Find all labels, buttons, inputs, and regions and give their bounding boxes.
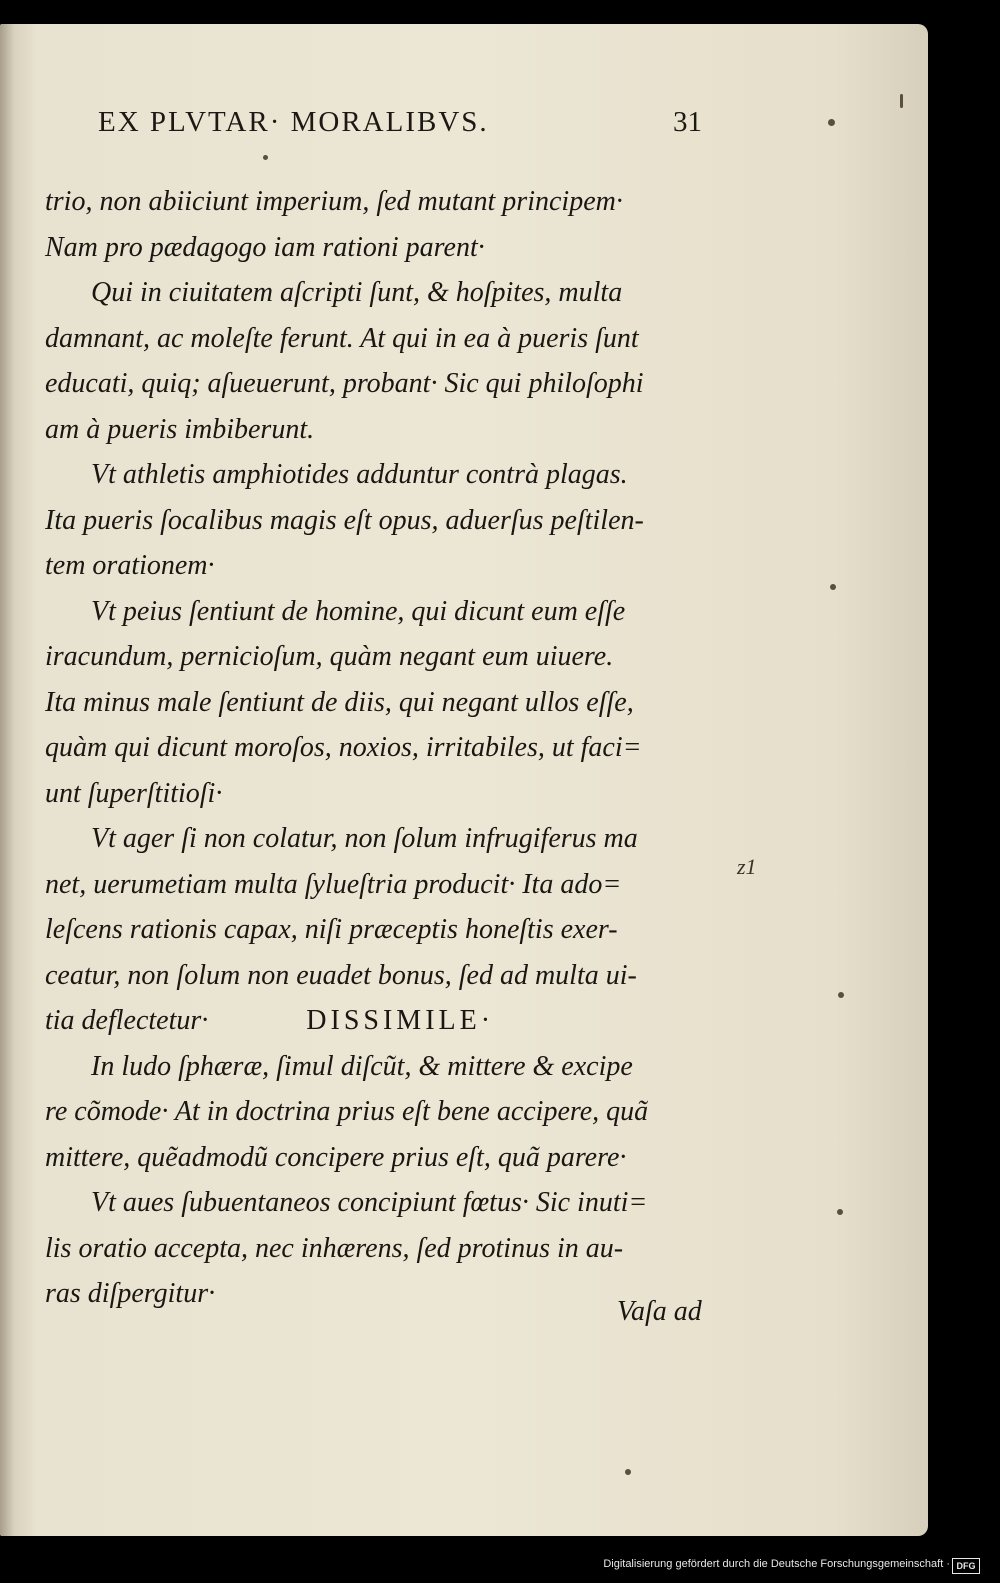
text-line xyxy=(45,361,725,407)
line-text: quàm qui dicunt moroſos, noxios, irritabiles, ut faci= xyxy=(45,732,642,763)
text-line xyxy=(45,407,725,453)
line-text: tem orationem· xyxy=(45,550,215,581)
book-page xyxy=(0,24,928,1536)
line-text: unt ſuperſtitioſi· xyxy=(45,777,223,809)
line-text: lis oratio accepta, nec inhærens, ſed protinus in au- xyxy=(45,1232,624,1264)
running-head: EX PLVTAR· MORALIBVS. xyxy=(98,106,489,138)
paper-speck xyxy=(263,155,268,160)
paper-speck xyxy=(900,94,903,108)
line-text: re cõmode· At in doctrina prius eſt bene accipere, quã xyxy=(45,1096,649,1127)
paper-speck xyxy=(828,119,835,126)
section-heading: DISSIMILE· xyxy=(306,1005,495,1036)
line-text: Ita minus male ſentiunt de diis, qui negant ullos eſſe, xyxy=(45,686,634,718)
text-line xyxy=(45,225,725,271)
text-line xyxy=(45,316,725,362)
text-line xyxy=(45,771,725,817)
text-line xyxy=(45,998,725,1044)
line-text: Vt aues ſubuentaneos concipiunt fœtus· Sic inuti= xyxy=(91,1187,648,1218)
text-line xyxy=(45,1089,725,1135)
margin-annotation: z1 xyxy=(737,854,757,879)
text-line xyxy=(45,725,725,771)
text-line xyxy=(45,498,725,544)
line-text: leſcens rationis capax, niſi præceptis honeſtis exer- xyxy=(45,914,618,945)
line-text: damnant, ac moleſte ferunt. At qui in ea à pueris ſunt xyxy=(45,322,639,354)
text-line xyxy=(45,270,725,316)
text-line xyxy=(45,543,725,589)
line-text: In ludo ſphæræ, ſimul diſcũt, & mittere & excipe xyxy=(91,1050,633,1082)
text-line xyxy=(45,452,725,498)
line-text: tia deflectetur· xyxy=(45,1005,209,1036)
body-text xyxy=(45,179,725,1317)
text-line xyxy=(45,907,725,953)
line-text: ras diſpergitur· xyxy=(45,1278,216,1309)
line-text: Nam pro pædagogo iam rationi parent· xyxy=(45,231,485,263)
text-line xyxy=(45,680,725,726)
text-line xyxy=(45,179,725,225)
text-line xyxy=(45,1180,725,1226)
line-text: am à pueris imbiberunt. xyxy=(45,413,315,445)
line-text: iracundum, pernicioſum, quàm negant eum uiuere. xyxy=(45,641,614,672)
text-line xyxy=(45,634,725,680)
line-text: Vt ager ſi non colatur, non ſolum infrugiferus ma xyxy=(91,823,638,854)
text-line xyxy=(45,862,725,908)
paper-speck xyxy=(838,992,844,998)
dfg-logo: DFG xyxy=(952,1558,980,1574)
digitization-credit: Digitalisierung gefördert durch die Deutsche Forschungsgemeinschaft · xyxy=(603,1558,950,1570)
text-line xyxy=(45,589,725,635)
text-line xyxy=(45,1226,725,1272)
text-line xyxy=(45,1044,725,1090)
line-text: net, uerumetiam multa ſylueſtria producit· Ita ado= xyxy=(45,868,622,900)
line-text: Ita pueris ſocalibus magis eſt opus, aduerſus peſtilen- xyxy=(45,504,644,536)
line-text: Qui in ciuitatem aſcripti ſunt, & hoſpites, multa xyxy=(91,277,623,308)
paper-speck xyxy=(837,1209,843,1215)
catchword: Vaſa ad xyxy=(617,1296,702,1327)
line-text: trio, non abiiciunt imperium, ſed mutant principem· xyxy=(45,186,623,217)
paper-speck xyxy=(625,1469,631,1475)
page-number: 31 xyxy=(673,106,702,138)
text-line xyxy=(45,816,725,862)
line-text: mittere, quẽadmodũ concipere prius eſt, quã parere· xyxy=(45,1141,627,1173)
line-text: ceatur, non ſolum non euadet bonus, ſed ad multa ui- xyxy=(45,959,637,991)
line-text: Vt peius ſentiunt de homine, qui dicunt eum eſſe xyxy=(91,595,626,627)
line-text: Vt athletis amphiotides adduntur contrà plagas. xyxy=(91,459,628,490)
text-line xyxy=(45,953,725,999)
paper-speck xyxy=(830,584,836,590)
line-text: educati, quiq; aſueuerunt, probant· Sic qui philoſophi xyxy=(45,368,644,399)
footer-bar xyxy=(0,1550,1000,1583)
text-line xyxy=(45,1135,725,1181)
